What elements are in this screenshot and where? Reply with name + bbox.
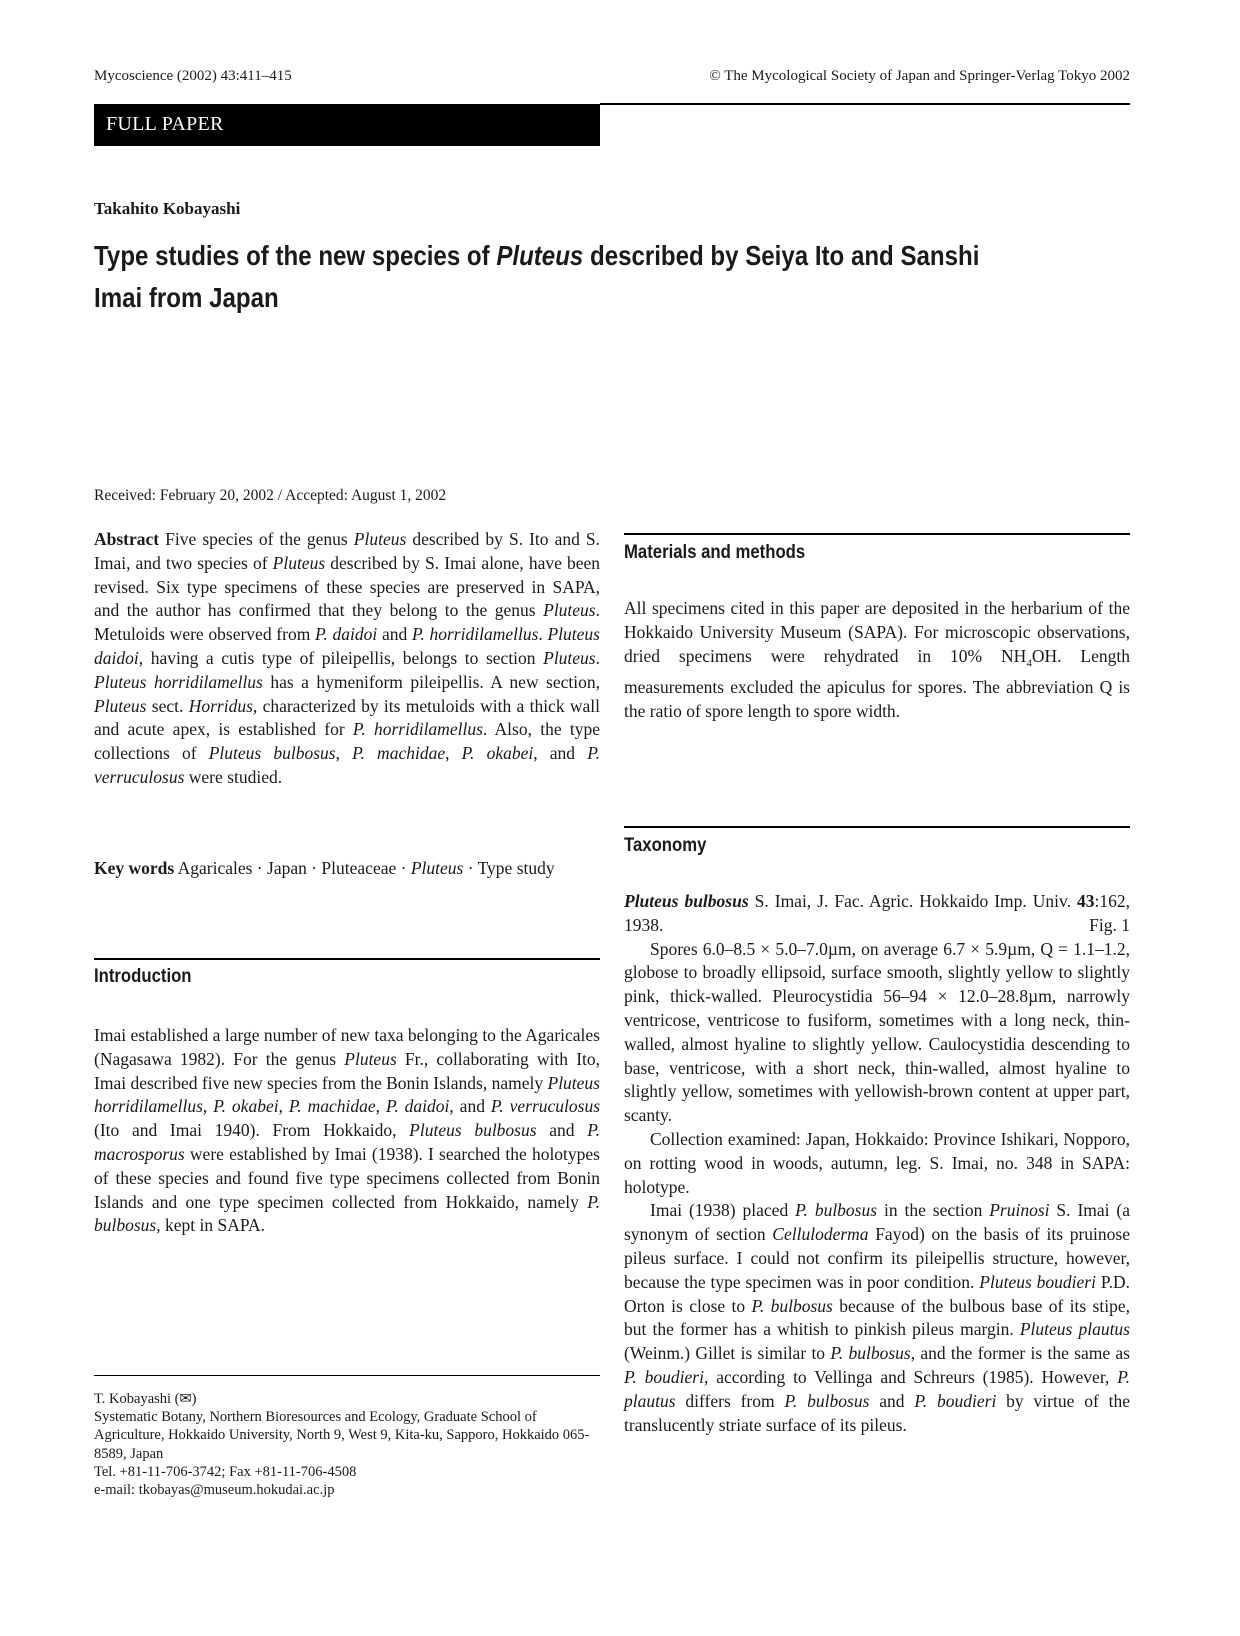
article-title [94,235,988,319]
body-text: P.D. Orton is close to [624,1271,1131,1316]
species-name: P. verruculosus [490,1096,601,1117]
species-name: P. machidae [352,743,446,764]
abstract-text: . Metuloids were observed from [94,600,600,645]
footnote-phone: Tel. +81-11-706-3742; Fax +81-11-706-4508 [94,1463,357,1480]
species-name: P. bulbosus [94,1191,600,1236]
species-name: Pluteus bulbosus [624,891,749,911]
body-text: (Ito and Imai 1940). From Hokkaido, [94,1120,410,1141]
body-text: (Weinm.) Gillet is similar to [624,1343,831,1364]
body-text: , and [449,1096,491,1117]
body-text: , [202,1096,214,1117]
abstract [94,528,600,790]
body-text: and [536,1120,588,1141]
section-rule [624,826,1130,828]
body-text: , [375,1096,386,1117]
species-name: P. horridilamellus [352,719,483,740]
keywords [94,857,600,881]
species-name: P. bulbosus [751,1295,833,1316]
abstract-text: sect. [146,695,189,716]
citation-volume: 43 [1077,891,1095,911]
body-text: because of the bulbous base of its stipe, but the former has a whitish to pinkish pileus margin. [624,1295,1130,1340]
species-name: P. horridilamellus [411,624,539,645]
species-name: Pluteus [543,647,596,668]
body-text: differs from [675,1390,785,1411]
introduction-heading: Introduction [94,966,192,987]
body-text: , [278,1096,289,1117]
species-citation [624,890,1130,938]
genus-name: Pluteus [353,529,407,549]
species-name: P. verruculosus [94,743,600,787]
species-name: Pluteus bulbosus [409,1120,537,1141]
keywords-label: Key words [94,858,175,878]
species-name: P. okabei [213,1096,279,1117]
species-name: P. okabei [461,743,534,764]
species-name: Pluteus horridilamellus [94,1072,600,1117]
abstract-text: described by S. Imai alone, have been revised. Six type specimens of these species are preserved in SAPA, and the author has confirmed that they belong to the genus [94,552,600,621]
genus-name: Pluteus [543,600,596,621]
abstract-text: , [445,743,462,764]
species-name: Pluteus bulbosus [208,743,336,764]
abstract-text: , characterized by its metuloids with a thick wall and acute apex, is established for [94,695,601,740]
collection-examined: Collection examined: Japan, Hokkaido: Province Ishikari, Nopporo, on rotting wood in woods, autumn, leg. S. Imai, no. 348 in SAPA: holotype. [624,1128,1130,1197]
body-text: , according to Vellinga and Schreurs (1985). However, [703,1366,1118,1387]
abstract-text: and [377,624,412,645]
body-text: S. Imai (a synonym of section [624,1200,1131,1245]
genus-name: Pluteus [410,858,464,878]
species-name: P. daidoi [385,1096,450,1117]
species-name: Pluteus plautus [1019,1319,1130,1340]
body-text: were established by Imai (1938). I searched the holotypes of these species and found five type specimens collected from Bonin Islands and one type specimen collected from Hokkaido, namely [94,1143,600,1212]
species-name: P. plautus [624,1366,1130,1411]
genus-name: Pluteus [272,552,326,573]
footnote-name-end: ) [191,1391,197,1407]
species-name: P. macrosporus [94,1120,600,1164]
abstract-label: Abstract [94,529,160,549]
body-text: in the section [877,1200,990,1221]
title-text-end: described by Seiya Ito and Sanshi Imai from Japan [94,240,980,313]
abstract-text: , having a cutis type of pileipellis, belongs to section [138,647,544,668]
taxonomy-body [624,890,1130,1437]
footnote-name: T. Kobayashi ( [94,1391,180,1407]
body-text: Fr., collaborating with Ito, Imai described five new species from the Bonin Islands, namely [94,1048,601,1093]
title-genus: Pluteus [496,240,584,271]
abstract-text: , and [533,743,588,764]
citation-text: S. Imai, J. Fac. Agric. Hokkaido Imp. Univ. [748,891,1077,911]
subscript: 4 [1026,657,1032,670]
species-name: Pruinosi [989,1200,1050,1221]
received-dates: Received: February 20, 2002 / Accepted: August 1, 2002 [94,487,447,504]
species-name: Pluteus daidoi [94,624,600,668]
body-text: Imai established a large number of new taxa belonging to the Agaricales (Nagasawa 1982). For the genus [94,1025,600,1069]
section-rule [94,958,600,960]
figure-reference: Fig. 1 [1089,914,1130,935]
species-name: P. bulbosus [784,1390,870,1411]
keywords-text: Agaricales · Japan · Pluteaceae · [174,858,411,878]
body-text: OH. Length measurements excluded the apiculus for spores. The abbreviation Q is the ratio of spore length to spore width. [624,645,1130,721]
species-name: Pluteus horridilamellus [94,671,263,692]
species-name: P. boudieri [624,1366,704,1387]
species-name: P. daidoi [315,624,378,645]
abstract-text: . Also, the type collections of [94,719,600,764]
keywords-text: · Type study [463,858,555,878]
species-name: P. machidae [288,1096,376,1117]
abstract-text: . [595,647,600,668]
body-text: and [869,1390,915,1411]
journal-citation: Mycoscience (2002) 43:411–415 [94,68,292,84]
footnote-rule [94,1375,600,1376]
mail-icon: ✉ [179,1391,192,1407]
body-text: Imai (1938) placed [650,1200,796,1221]
introduction-body [94,1024,600,1238]
species-name: P. bulbosus [830,1343,911,1364]
body-text: , kept in SAPA. [156,1215,265,1236]
body-text: , and the former is the same as [910,1343,1130,1364]
footnote-email: e-mail: tkobayas@museum.hokudai.ac.jp [94,1482,335,1499]
author-footnote [94,1390,600,1499]
species-name: Celluloderma [772,1224,869,1245]
footnote-affiliation: Systematic Botany, Northern Bioresources and Ecology, Graduate School of Agriculture, Hokkaido University, North 9, West 9, Kita-ku, Sapporo, Hokkaido 065-8589, Japan [94,1409,590,1462]
abstract-text: Five species of the genus [159,529,354,549]
body-text: by virtue of the translucently striate surface of its pileus. [624,1390,1131,1435]
genus-name: Pluteus [344,1048,397,1069]
species-description: Spores 6.0–8.5 × 5.0–7.0µm, on average 6.7 × 5.9µm, Q = 1.1–1.2, globose to broadly ellipsoid, surface smooth, slightly yellow to slightly pink, thick-walled. Pleurocystidia 56–94 × 12.0–28.8µm, narrowly ventricose, ventricose to fusiform, sometimes with a long neck, thin-walled, almost hyaline to slightly yellow. Caulocystidia descending to base, ventricose, with a short neck, thin-walled, almost hyaline to slightly yellow, sometimes with yellowish-brown content at upper part, scanty. [624,938,1130,1126]
abstract-text: were studied. [184,766,283,787]
abstract-text: has a hymeniform pileipellis. A new section, [262,671,600,692]
species-name: Horridus [188,695,253,716]
species-name: P. bulbosus [795,1200,878,1221]
abstract-text: , [335,743,353,764]
materials-heading: Materials and methods [624,542,806,563]
body-text: Fayod) on the basis of its pruinose pileus surface. I could not confirm its pileipellis structure, however, because the type specimen was in poor condition. [624,1224,1130,1292]
species-name: P. boudieri [914,1390,997,1411]
header-rule [600,103,1130,105]
taxonomy-discussion [624,1199,1130,1437]
copyright-notice: © The Mycological Society of Japan and Springer-Verlag Tokyo 2002 [709,68,1130,84]
abstract-text: described by S. Ito and S. Imai, and two species of [94,529,600,573]
species-name: Pluteus boudieri [979,1271,1096,1292]
section-rule [624,533,1130,535]
title-text: Type studies of the new species of [94,240,497,271]
taxonomy-heading: Taxonomy [624,835,707,856]
author-name: Takahito Kobayashi [94,199,241,218]
species-name: Pluteus [94,695,147,716]
body-text: All specimens cited in this paper are deposited in the herbarium of the Hokkaido University Museum (SAPA). For microscopic observations, dried specimens were rehydrated in 10% NH [624,598,1130,666]
abstract-text: . [538,624,548,645]
materials-body [624,597,1130,723]
citation-text: :162, 1938. [624,891,1130,935]
article-type-label: FULL PAPER [106,113,224,135]
